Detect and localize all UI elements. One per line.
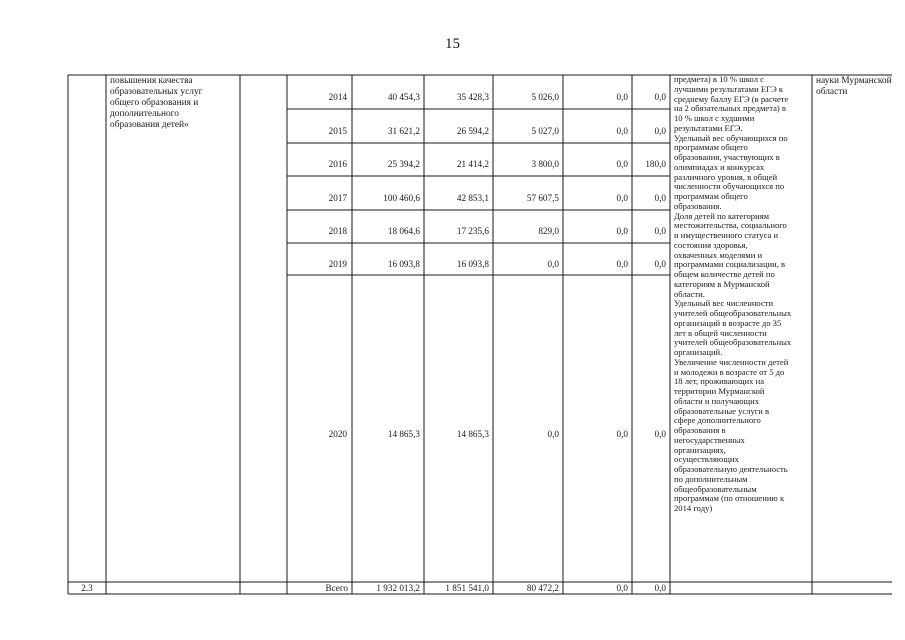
summary-total: 1 932 013,2 (376, 583, 420, 593)
federal-cell: 57 607,5 (526, 193, 559, 203)
regional-cell: 21 414,2 (456, 159, 489, 169)
year-cell: 2018 (328, 226, 347, 236)
year-cell: 2016 (328, 159, 347, 169)
regional-cell: 17 235,6 (456, 226, 489, 236)
federal-cell: 3 800,0 (531, 159, 559, 169)
summary-local: 0,0 (616, 583, 628, 593)
federal-cell: 829,0 (538, 226, 559, 236)
total-cell: 40 454,3 (387, 92, 420, 102)
year-cell: 2015 (328, 126, 347, 136)
local-cell: 0,0 (616, 159, 628, 169)
local-cell: 0,0 (616, 226, 628, 236)
page-number: 15 (445, 36, 460, 52)
activity-description: повышения качества образовательных услуг общего образования и дополнительного образования детей» (110, 76, 203, 130)
federal-cell: 0,0 (547, 429, 559, 439)
total-cell: 100 460,6 (383, 193, 420, 203)
summary-federal: 80 472,2 (526, 583, 559, 593)
year-cell: 2020 (328, 429, 347, 439)
total-cell: 31 621,2 (387, 126, 420, 136)
regional-cell: 26 594,2 (456, 126, 489, 136)
local-cell: 0,0 (616, 429, 628, 439)
regional-cell: 16 093,8 (456, 259, 489, 269)
regional-cell: 14 865,3 (456, 429, 489, 439)
summary-extra: 0,0 (654, 583, 666, 593)
summary-number: 2.3 (81, 583, 93, 593)
year-cell: 2017 (328, 193, 347, 203)
executor-cell: науки Мурманской области (816, 76, 892, 97)
total-cell: 25 394,2 (387, 159, 420, 169)
regional-cell: 42 853,1 (456, 193, 489, 203)
local-cell: 0,0 (616, 193, 628, 203)
total-cell: 18 064,6 (387, 226, 420, 236)
local-cell: 0,0 (616, 126, 628, 136)
extra-cell: 0,0 (654, 226, 666, 236)
federal-cell: 5 026,0 (531, 92, 559, 102)
extra-cell: 0,0 (654, 126, 666, 136)
federal-cell: 0,0 (547, 259, 559, 269)
local-cell: 0,0 (616, 92, 628, 102)
total-cell: 14 865,3 (387, 429, 420, 439)
extra-cell: 0,0 (654, 259, 666, 269)
year-cell: 2019 (328, 259, 347, 269)
extra-cell: 0,0 (654, 92, 666, 102)
summary-regional: 1 851 541,0 (445, 583, 489, 593)
federal-cell: 5 027,0 (531, 126, 559, 136)
year-cell: 2014 (328, 92, 347, 102)
extra-cell: 0,0 (654, 193, 666, 203)
summary-label: Всего (325, 583, 348, 593)
extra-cell: 0,0 (654, 429, 666, 439)
local-cell: 0,0 (616, 259, 628, 269)
regional-cell: 35 428,3 (456, 92, 489, 102)
extra-cell: 180,0 (645, 159, 666, 169)
total-cell: 16 093,8 (387, 259, 420, 269)
indicator-list: предмета) в 10 % школ с лучшими результатами ЕГЭ к среднему баллу ЕГЭ (в расчете на 2 обязательных предмета) в 10 % школ с худшими результатами ЕГЭ. Удельный вес обучающихся по программам общего образования, участвующих в олимпиадах и конкурсах различного уровня, в общей численности обучающихся по программам общего образования. Доля детей по категориям местожительства, социального и имущественного статуса и состояния здоровья, охваченных моделями и программами социализации, в общем количестве детей по категориям в Мурманской области. Удельный вес численности учителей общеобразовательных организаций в возрасте до 35 лет в общей численности учителей общеобразовательных организаций. Увеличение численности детей и молодежи в возрасте от 5 до 18 лет, проживающих на территории Мурманской области и получающих образовательные услуги в сфере дополнительного образования в негосударственных организациях, осуществляющих образовательную деятельность по дополнительным общеобразовательным программам (по отношению к 2014 году) (674, 74, 792, 513)
